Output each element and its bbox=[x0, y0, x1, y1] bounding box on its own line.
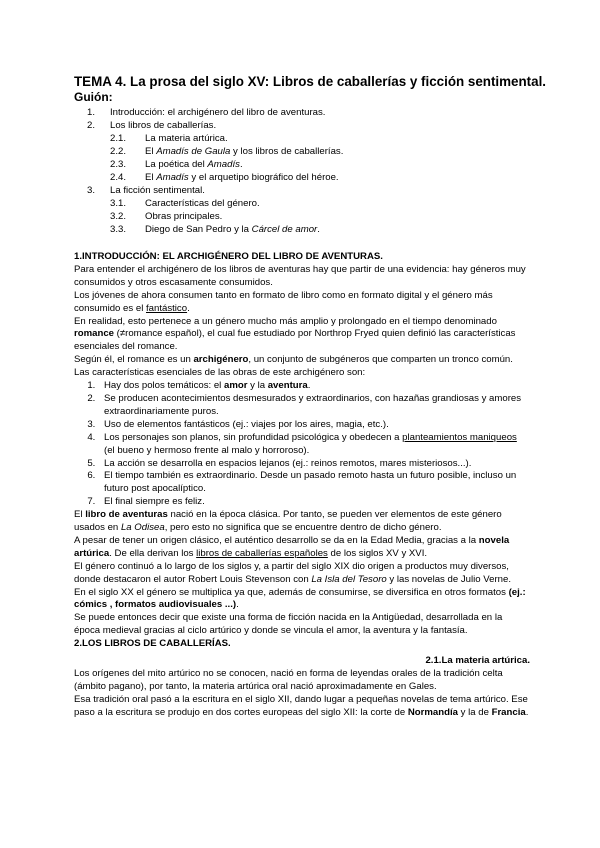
list-item bbox=[98, 432, 530, 458]
text-run: En el siglo XX el género se multiplica ya que, además de consumirse, se diversifica en otros formatos bbox=[74, 586, 509, 598]
list-item bbox=[98, 380, 530, 393]
outline-text-title: Cárcel de amor bbox=[251, 224, 318, 235]
text-run: . bbox=[307, 380, 311, 392]
outline-text: Introducción: el archigénero del libro de aventuras. bbox=[110, 107, 326, 118]
paragraph: Para entender el archigénero de los libros de aventuras hay que partir de una evidencia: hay géneros muy consumidos y otros escasamente consumidos. bbox=[74, 263, 526, 288]
text-run: Hay dos polos temáticos: el bbox=[104, 380, 224, 392]
outline-text-post: . bbox=[317, 224, 320, 235]
outline-number: 2.1. bbox=[110, 133, 127, 144]
text-run: . bbox=[187, 302, 190, 314]
text-run: , un conjunto de subgéneros que comparten un tronco común. Las características esenciales de las obras de este archigénero son: bbox=[74, 354, 513, 379]
paragraph bbox=[74, 290, 530, 316]
bold-term: Francia bbox=[491, 706, 526, 718]
subsection-heading: 2.1.La materia artúrica. bbox=[425, 655, 530, 667]
outline-number: 2.2. bbox=[110, 146, 127, 157]
text-run: (≠romance español), el cual fue estudiado por Northrop Fryed quien definió las características esenciales del romance. bbox=[74, 328, 516, 353]
outline-text: Los libros de caballerías. bbox=[110, 120, 217, 131]
bold-term: amor bbox=[223, 380, 248, 392]
text-run: y la de bbox=[457, 706, 492, 718]
outline-label: Guión: bbox=[74, 90, 113, 104]
outline-text bbox=[145, 158, 243, 171]
text-run: y la bbox=[247, 380, 268, 392]
document-body bbox=[74, 251, 530, 720]
text-run: Los jóvenes de ahora consumen tanto en formato de libro como en formato digital y el género más consumido es el bbox=[74, 289, 493, 314]
outline-number: 2. bbox=[87, 120, 96, 131]
outline-text bbox=[145, 171, 339, 184]
outline-text-pre: El bbox=[145, 172, 157, 183]
characteristics-list bbox=[74, 380, 530, 509]
text-run: El bbox=[74, 509, 86, 521]
text-run: . bbox=[525, 706, 529, 718]
text-run: y las novelas de Julio Verne. bbox=[386, 573, 511, 585]
outline-text-post: y los libros de caballerías. bbox=[230, 146, 344, 157]
outline-text-title: Amadís bbox=[207, 159, 240, 170]
paragraph bbox=[74, 316, 530, 355]
underlined-term: planteamientos maniqueos bbox=[402, 431, 517, 443]
outline-text-pre: La poética del bbox=[145, 159, 208, 170]
paragraph bbox=[74, 561, 530, 587]
bold-term: novela artúrica bbox=[74, 534, 510, 559]
bold-term: archigénero bbox=[193, 354, 249, 366]
paragraph bbox=[74, 535, 530, 561]
outline-text bbox=[145, 145, 343, 158]
outline-text-pre: Diego de San Pedro y la bbox=[145, 224, 252, 235]
outline-number: 3. bbox=[87, 185, 96, 196]
paragraph: Los orígenes del mito artúrico no se conocen, nació en forma de leyendas orales de la tradición celta (ámbito pagano), por tanto, la materia artúrica oral nació aproximadamente en Gales. bbox=[74, 668, 503, 692]
list-item: 2. Se producen acontecimientos desmesurados y extraordinarios, con hazañas grandiosas y amores extraordinariamente puros. bbox=[98, 393, 530, 419]
bold-term: (ej.: cómics , formatos audiovisuales ...) bbox=[74, 586, 526, 611]
paragraph bbox=[74, 509, 530, 535]
underlined-term: libros de caballerías españoles bbox=[196, 547, 328, 559]
paragraph bbox=[74, 587, 530, 613]
outline-number: 2.4. bbox=[110, 172, 127, 183]
outline-number: 3.2. bbox=[110, 211, 127, 222]
outline-text: Obras principales. bbox=[145, 211, 223, 222]
outline-text-title: Amadís bbox=[156, 172, 189, 183]
document-title: TEMA 4. La prosa del siglo XV: Libros de caballerías y ficción sentimental. bbox=[74, 74, 547, 89]
text-run: (el bueno y hermoso frente al malo y horroroso). bbox=[104, 444, 310, 456]
bold-term: libro de aventuras bbox=[85, 509, 168, 521]
text-run: En realidad, esto pertenece a un género mucho más amplio y prolongado en el tiempo denominado bbox=[74, 315, 497, 327]
text-run: de los siglos XV y XVI. bbox=[327, 547, 428, 559]
outline-number: 2.3. bbox=[110, 159, 127, 170]
list-item: 6. El tiempo también es extraordinario. Desde un pasado remoto hasta un futuro posible, incluso un futuro post apocalíptico. bbox=[98, 470, 530, 496]
underlined-term: fantástico bbox=[146, 302, 188, 314]
section-heading: 2.LOS LIBROS DE CABALLERÍAS. bbox=[74, 638, 231, 650]
text-run: . bbox=[236, 599, 239, 611]
outline-number: 1. bbox=[87, 107, 96, 118]
text-run: Esa tradición oral pasó a la escritura en el siglo XII, dando lugar a pequeñas novelas de tema artúrico. Ese paso a la escritura se produjo en dos cortes europeas del siglo XII: la corte de bbox=[74, 693, 528, 718]
text-run: . De ella derivan los bbox=[109, 547, 197, 559]
outline-number: 3.1. bbox=[110, 198, 127, 209]
bold-term: Normandía bbox=[407, 706, 458, 718]
italic-title: La Isla del Tesoro bbox=[311, 573, 387, 585]
outline-text bbox=[145, 223, 320, 236]
outline-text-post: y el arquetipo biográfico del héroe. bbox=[188, 172, 339, 183]
text-run: El género continuó a lo largo de los siglos y, a partir del siglo XIX dio origen a productos muy diversos, donde destacaron el autor Robert Louis Stevenson con bbox=[74, 560, 509, 585]
list-item: 5. La acción se desarrolla en espacios lejanos (ej.: reinos remotos, mares misteriosos...). bbox=[98, 458, 530, 471]
paragraph: Se puede entonces decir que existe una forma de ficción nacida en la Antigüedad, desarrollada en la época medieval gracias al ciclo artúrico y donde se vincula el amor, la aventura y la fantasía. bbox=[74, 612, 503, 637]
section-heading: 1.INTRODUCCIÓN: EL ARCHIGÉNERO DEL LIBRO DE AVENTURAS. bbox=[74, 251, 383, 262]
bold-term: aventura bbox=[267, 380, 308, 392]
list-item: 3. Uso de elementos fantásticos (ej.: viajes por los aires, magia, etc.). bbox=[98, 419, 530, 432]
text-run: , pero esto no significa que se encuentre dentro de dicho género. bbox=[164, 522, 442, 534]
text-run: nació en la época clásica. Por tanto, se pueden ver elementos de este género usados en bbox=[74, 509, 502, 534]
italic-title: La Odisea bbox=[120, 522, 165, 534]
text-run: Los personajes son planos, sin profundidad psicológica y obedecen a bbox=[104, 431, 403, 443]
list-item: 7. El final siempre es feliz. bbox=[98, 496, 530, 509]
outline-number: 3.3. bbox=[110, 224, 127, 235]
outline-text-pre: El bbox=[145, 146, 157, 157]
paragraph bbox=[74, 694, 530, 720]
outline-text-post: . bbox=[239, 159, 243, 170]
paragraph bbox=[74, 354, 530, 380]
outline-text-title: Amadís de Gaula bbox=[156, 146, 231, 157]
outline-text: Características del género. bbox=[145, 198, 260, 209]
text-run: A pesar de tener un origen clásico, el auténtico desarrollo se da en la Edad Media, gracias a la bbox=[74, 534, 479, 546]
outline-text: La ficción sentimental. bbox=[110, 185, 205, 196]
text-run: Según él, el romance es un bbox=[74, 354, 194, 366]
bold-term: romance bbox=[74, 328, 114, 340]
outline-text: La materia artúrica. bbox=[145, 133, 228, 144]
